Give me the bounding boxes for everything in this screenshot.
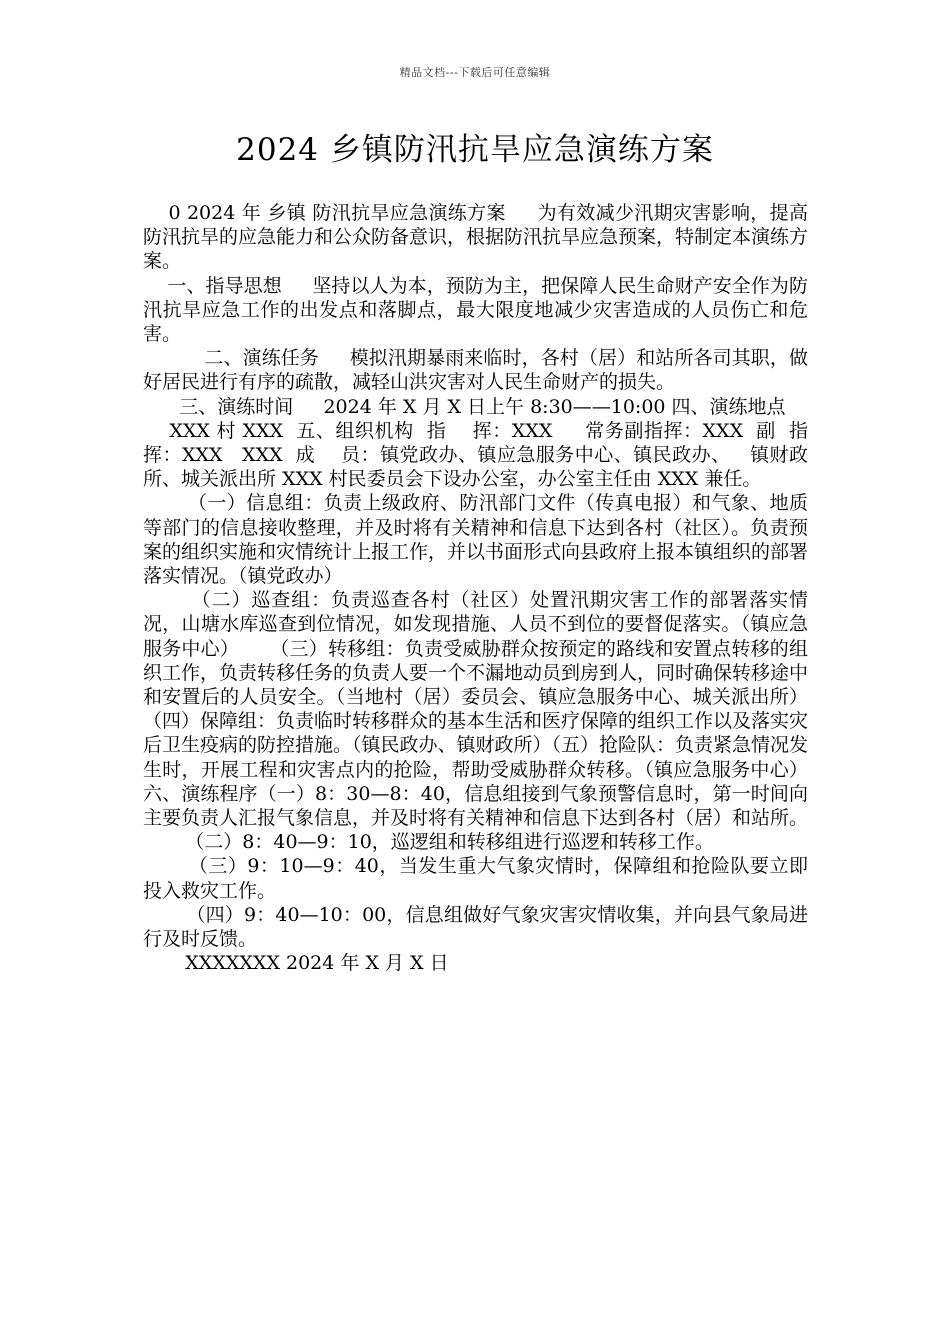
paragraph-procedure-3: （三）9：10—9：40，当发生重大气象灾情时，保障组和抢险队要立即投入救灾工作。 [143,855,808,902]
paragraph-info-group: （一）信息组：负责上级政府、防汛部门文件（传真电报）和气象、地质等部门的信息接收整理，并及时将有关精神和信息下达到各村（社区）。负责预案的组织实施和灾情统计上报工作，并以书面形式向县政府上报本镇组织的部署落实情况。（镇党政办） [143,492,809,588]
document-body [143,201,827,976]
page-header: 精品文档---下载后可任意编辑 [399,66,551,79]
document-title: 2024 乡镇防汛抗旱应急演练方案 [236,132,714,168]
paragraph-groups-and-procedure: （二）巡查组：负责巡查各村（社区）处置汛期灾害工作的部署落实情况，山塘水库巡查到位情况，如发现措施、人员不到位的要督促落实。（镇应急服务中心） （三）转移组：负责受威胁群众按预定的路线和安置点转移的组织工作，负责转移任务的负责人要一个不漏地动员到房到人，同时确保转移途中和安置后的人员安全。（当地村（居）委员会、镇应急服务中心、城关派出所）（四）保障组：负责临时转移群众的基本生活和医疗保障的组织工作以及落实灾后卫生疫病的防控措施。（镇民政办、镇财政所）（五）抢险队：负责紧急情况发生时，开展工程和灾害点内的抢险，帮助受威胁群众转移。（镇应急服务中心） 六、演练程序（一）8：30—8：40，信息组接到气象预警信息时，第一时间向主要负责人汇报气象信息，并及时将有关精神和信息下达到各村（居）和站所。 [143,589,827,830]
paragraph-drill-task: 二、演练任务 模拟汛期暴雨来临时，各村（居）和站所各司其职，做好居民进行有序的疏散，减轻山洪灾害对人民生命财产的损失。 [143,347,808,394]
paragraph-guiding-ideology: 一、指导思想 坚持以人为本，预防为主，把保障人民生命财产安全作为防汛抗旱应急工作的出发点和落脚点，最大限度地减少灾害造成的人员伤亡和危害。 [143,274,808,346]
paragraph-procedure-2: （二）8：40—9：10，巡逻组和转移组进行巡逻和转移工作。 [143,831,714,854]
paragraph-signature-date: XXXXXXX 2024 年 X 月 X 日 [143,952,449,975]
paragraph-drill-time: 三、演练时间 2024 年 X 月 X 日上午 8:30——10:00 四、演练地点 [143,395,786,418]
paragraph-organization: XXX 村 XXX 五、组织机构 指 挥：XXX 常务副指挥：XXX 副 指 挥：XXX XXX 成 员：镇党政办、镇应急服务中心、镇民政办、 镇财政所、城关派出所 XXX 村民委员会下设办公室，办公室主任由 XXX 兼任。 [143,419,821,491]
paragraph-procedure-4: （四）9：40—10：00，信息组做好气象灾害灾情收集，并向县气象局进行及时反馈。 [143,903,808,951]
paragraph-intro: 0 2024 年 乡镇 防汛抗旱应急演练方案 为有效减少汛期灾害影响，提高防汛抗旱的应急能力和公众防备意识，根据防汛抗旱应急预案，特制定本演练方案。 [143,202,809,273]
